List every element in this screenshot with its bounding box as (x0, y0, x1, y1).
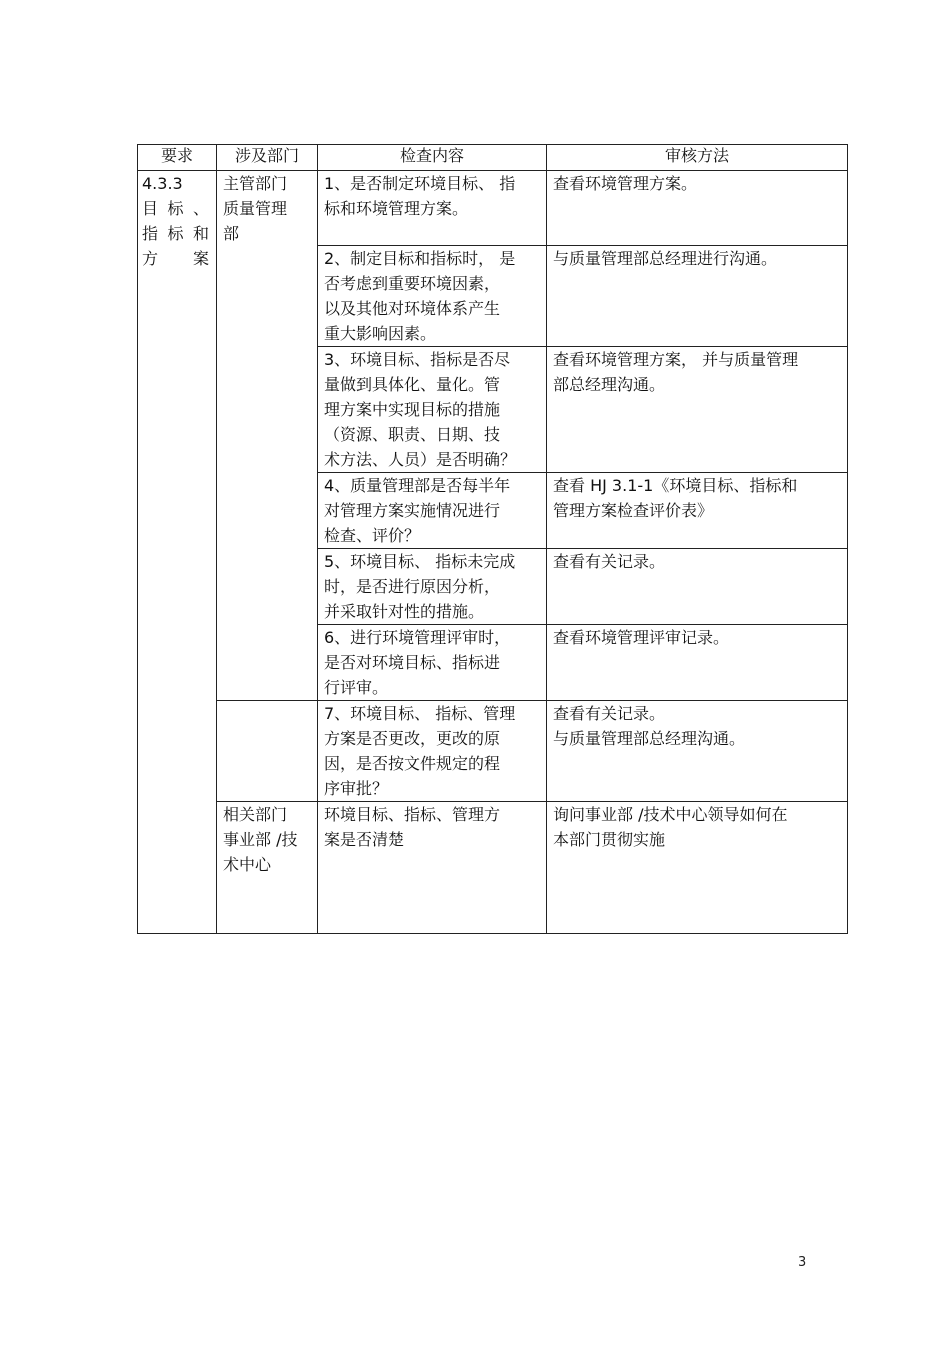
check-content-cell (318, 246, 547, 347)
audit-checklist-table (137, 144, 848, 934)
audit-method-cell (547, 347, 848, 473)
table-row (138, 802, 848, 934)
main-department-cell (217, 171, 318, 701)
check-content-cell (318, 347, 547, 473)
audit-method-text: 查看环境管理方案， 并与质量管理 部总经理沟通。 (553, 350, 799, 394)
check-content-text: 环境目标、指标、管理方 案是否清楚 (324, 805, 501, 849)
header-check-content: 检查内容 (318, 145, 547, 171)
table-header-row (138, 145, 848, 171)
header-requirement: 要求 (138, 145, 217, 171)
check-content-cell (318, 549, 547, 625)
check-content-cell (318, 625, 547, 701)
audit-method-cell (547, 802, 848, 934)
header-department: 涉及部门 (217, 145, 318, 171)
audit-method-cell (547, 473, 848, 549)
check-content-text: 3、环境目标、指标是否尽 量做到具体化、量化。管 理方案中实现目标的措施 （资源、职责、日期、技 术方法、人员）是否明确？ (324, 350, 517, 469)
check-content-cell (318, 171, 547, 246)
empty-department-cell (217, 701, 318, 802)
check-content-text: 7、环境目标、 指标、管理 方案是否更改，更改的原 因，是否按文件规定的程 序审批？ (324, 704, 516, 798)
check-content-text: 5、环境目标、 指标未完成 时，是否进行原因分析， 并采取针对性的措施。 (324, 552, 516, 621)
related-department-text: 相关部门 事业部 /技 术中心 (223, 805, 298, 874)
check-content-cell (318, 701, 547, 802)
table-row (138, 171, 848, 246)
table-row (138, 701, 848, 802)
page-number: 3 (798, 1255, 807, 1270)
audit-method-cell (547, 171, 848, 246)
check-content-text: 2、制定目标和指标时， 是 否考虑到重要环境因素， 以及其他对环境体系产生 重大影响因素。 (324, 249, 516, 343)
requirement-code: 4.3.3 (142, 174, 183, 193)
check-content-cell (318, 473, 547, 549)
audit-method-cell (547, 625, 848, 701)
audit-method-cell (547, 549, 848, 625)
audit-method-text: 查看环境管理方案。 (553, 174, 698, 193)
requirement-title: 目标、指标和方案 (142, 199, 212, 268)
audit-method-cell (547, 701, 848, 802)
audit-method-text: 询问事业部 /技术中心领导如何在 本部门贯彻实施 (553, 805, 788, 849)
check-content-text: 4、质量管理部是否每半年 对管理方案实施情况进行 检查、评价？ (324, 476, 511, 545)
audit-method-text: 与质量管理部总经理进行沟通。 (553, 249, 778, 268)
requirement-cell (138, 171, 217, 934)
header-audit-method: 审核方法 (547, 145, 848, 171)
audit-method-text: 查看有关记录。 (553, 552, 666, 571)
audit-method-text: 查看环境管理评审记录。 (553, 628, 730, 647)
main-department-text: 主管部门 质量管理 部 (223, 174, 288, 243)
audit-method-text: 查看有关记录。 与质量管理部总经理沟通。 (553, 704, 746, 748)
audit-method-text: 查看 HJ 3.1-1《环境目标、指标和 管理方案检查评价表》 (553, 476, 798, 520)
related-department-cell (217, 802, 318, 934)
check-content-cell (318, 802, 547, 934)
check-content-text: 6、进行环境管理评审时， 是否对环境目标、指标进 行评审。 (324, 628, 511, 697)
audit-method-cell (547, 246, 848, 347)
check-content-text: 1、是否制定环境目标、 指 标和环境管理方案。 (324, 174, 516, 218)
